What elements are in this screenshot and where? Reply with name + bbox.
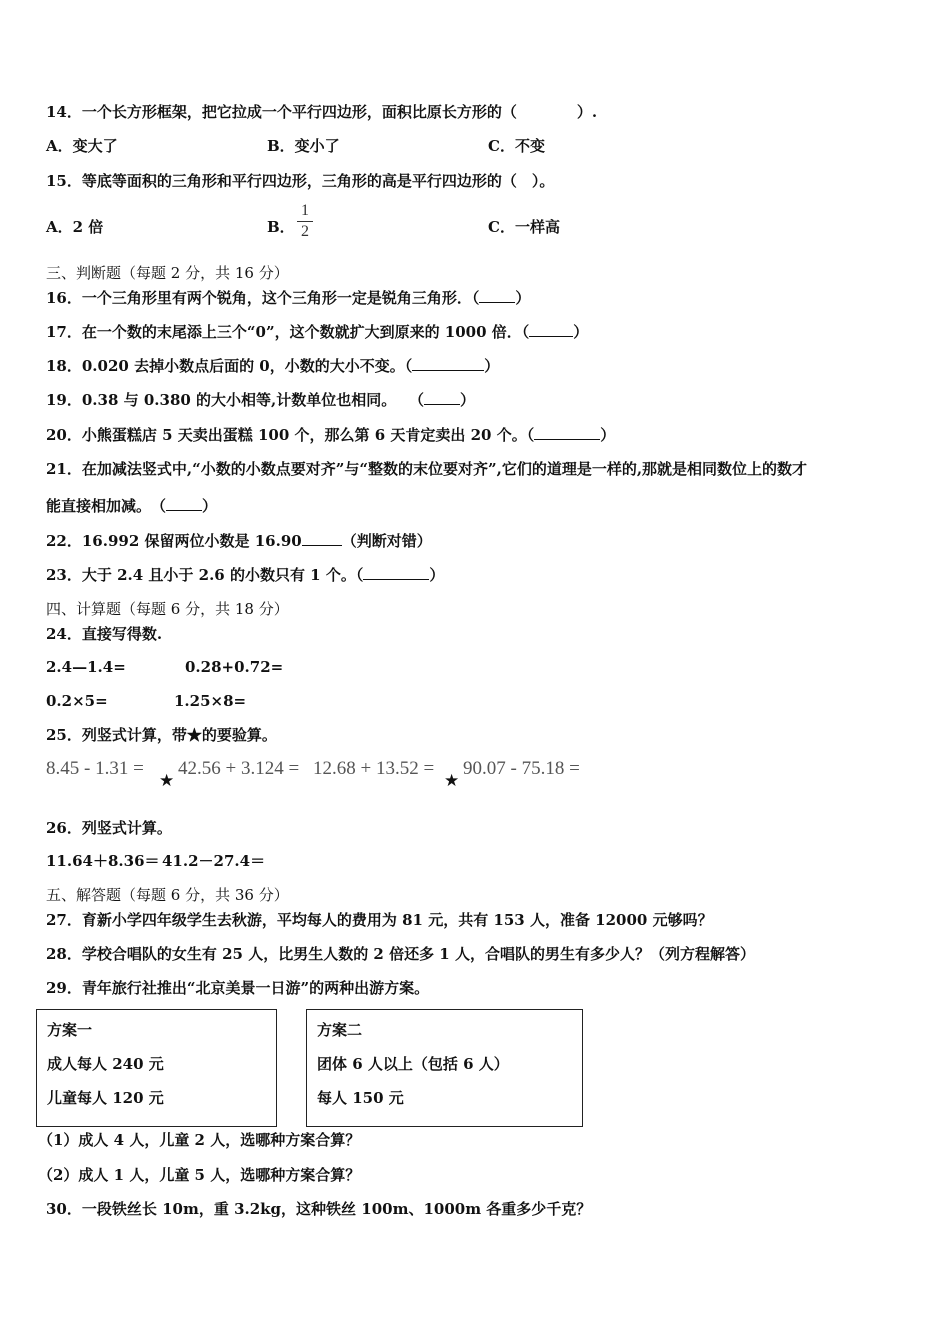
q14-stem: 14．一个长方形框架，把它拉成一个平行四边形，面积比原长方形的（ ）. bbox=[46, 103, 598, 121]
q14-option-a: A．变大了 bbox=[46, 137, 118, 155]
section5-title: 五、解答题（每题 6 分，共 36 分） bbox=[46, 886, 289, 904]
q20-end: ） bbox=[600, 426, 616, 444]
q26-stem: 26．列竖式计算。 bbox=[46, 819, 172, 837]
plan-two-line: 每人 150 元 bbox=[317, 1089, 404, 1107]
plan-two-title: 方案二 bbox=[317, 1021, 363, 1039]
q15-option-c: C．一样高 bbox=[488, 218, 560, 236]
q21-end: ） bbox=[202, 497, 218, 515]
q15-stem: 15．等底等面积的三角形和平行四边形，三角形的高是平行四边形的（ ）。 bbox=[46, 172, 555, 190]
plan-two-box bbox=[306, 1009, 583, 1127]
q16 bbox=[46, 288, 530, 308]
q18-end: ） bbox=[484, 357, 500, 375]
section3-title: 三、判断题（每题 2 分，共 16 分） bbox=[46, 264, 289, 282]
plan-two-line: 团体 6 人以上（包括 6 人） bbox=[317, 1055, 509, 1073]
q25-expr: 42.56 + 3.124 = bbox=[178, 758, 300, 779]
plan-one-box bbox=[36, 1009, 277, 1127]
q22-text: 22．16.992 保留两位小数是 16.90 bbox=[46, 532, 302, 550]
fraction-bar bbox=[297, 221, 313, 222]
q29-sub2: （2）成人 1 人，儿童 5 人，选哪种方案合算？ bbox=[38, 1166, 361, 1184]
answer-blank[interactable] bbox=[424, 391, 460, 405]
q17-end: ） bbox=[573, 323, 589, 341]
q23-end: ） bbox=[429, 566, 445, 584]
section4-title: 四、计算题（每题 6 分，共 18 分） bbox=[46, 600, 289, 618]
q24-expr: 2.4—1.4= bbox=[46, 658, 126, 676]
q18 bbox=[46, 356, 499, 376]
q19-end: ） bbox=[460, 391, 476, 409]
q27: 27．育新小学四年级学生去秋游，平均每人的费用为 81 元，共有 153 人，准备 12000 元够吗？ bbox=[46, 911, 713, 929]
q21-line2 bbox=[46, 496, 217, 516]
q14-option-b: B．变小了 bbox=[267, 137, 340, 155]
q19-text: 19．0.38 与 0.380 的大小相等,计数单位也相同。 （ bbox=[46, 391, 424, 409]
q24-expr: 0.28+0.72= bbox=[185, 658, 284, 676]
q21-line1: 21．在加减法竖式中,“小数的小数点要对齐”与“整数的末位要对齐”,它们的道理是一样的,那就是相同数位上的数才 bbox=[46, 460, 808, 478]
star-icon: ★ bbox=[159, 771, 175, 791]
fraction-numerator: 1 bbox=[301, 202, 309, 219]
q24-stem: 24．直接写得数. bbox=[46, 625, 163, 643]
q15-fraction bbox=[297, 202, 313, 241]
plan-one-title: 方案一 bbox=[47, 1021, 93, 1039]
q29-sub1: （1）成人 4 人，儿童 2 人，选哪种方案合算？ bbox=[38, 1131, 361, 1149]
q22 bbox=[46, 531, 432, 551]
q15-option-b: B． bbox=[267, 218, 295, 236]
answer-blank[interactable] bbox=[302, 532, 342, 546]
star-icon: ★ bbox=[444, 771, 460, 791]
q29-stem: 29．青年旅行社推出“北京美景一日游”的两种出游方案。 bbox=[46, 979, 430, 997]
q20-text: 20．小熊蛋糕店 5 天卖出蛋糕 100 个，那么第 6 天肯定卖出 20 个。（ bbox=[46, 426, 535, 444]
q28: 28．学校合唱队的女生有 25 人，比男生人数的 2 倍还多 1 人，合唱队的男生有多少人？（列方程解答） bbox=[46, 945, 755, 963]
q15-option-a: A．2 倍 bbox=[46, 218, 104, 236]
plan-one-line: 儿童每人 120 元 bbox=[47, 1089, 164, 1107]
q21-text: 能直接相加减。 （ bbox=[46, 497, 167, 515]
q17 bbox=[46, 322, 588, 342]
q16-end: ） bbox=[515, 289, 531, 307]
q22-end: （判断对错） bbox=[341, 532, 432, 550]
q30: 30．一段铁丝长 10m，重 3.2kg，这种铁丝 100m、1000m 各重多少千克？ bbox=[46, 1200, 592, 1218]
fraction-denominator: 2 bbox=[301, 223, 309, 240]
answer-blank[interactable] bbox=[363, 566, 429, 580]
q18-text: 18．0.020 去掉小数点后面的 0，小数的大小不变。（ bbox=[46, 357, 413, 375]
q23 bbox=[46, 565, 444, 585]
q26-expr: 11.64＋8.36＝ bbox=[46, 852, 160, 870]
q16-text: 16．一个三角形里有两个锐角，这个三角形一定是锐角三角形．（ bbox=[46, 289, 480, 307]
q25-expr: 12.68 + 13.52 = bbox=[313, 758, 435, 779]
plan-one-line: 成人每人 240 元 bbox=[47, 1055, 164, 1073]
q20 bbox=[46, 425, 615, 445]
answer-blank[interactable] bbox=[412, 357, 484, 371]
q25-expr: 90.07 - 75.18 = bbox=[463, 758, 580, 779]
answer-blank[interactable] bbox=[534, 426, 600, 440]
answer-blank[interactable] bbox=[166, 497, 202, 511]
q25-stem: 25．列竖式计算，带★的要验算。 bbox=[46, 726, 277, 744]
q26-expr: 41.2－27.4＝ bbox=[162, 852, 266, 870]
q17-text: 17．在一个数的末尾添上三个“0”，这个数就扩大到原来的 1000 倍．（ bbox=[46, 323, 530, 341]
q23-text: 23．大于 2.4 且小于 2.6 的小数只有 1 个。（ bbox=[46, 566, 364, 584]
q25-expr: 8.45 - 1.31 = bbox=[46, 758, 144, 779]
q24-expr: 0.2×5= bbox=[46, 692, 108, 710]
answer-blank[interactable] bbox=[529, 323, 573, 337]
q19 bbox=[46, 390, 475, 410]
q24-expr: 1.25×8= bbox=[174, 692, 247, 710]
answer-blank[interactable] bbox=[479, 289, 515, 303]
q14-option-c: C．不变 bbox=[488, 137, 545, 155]
